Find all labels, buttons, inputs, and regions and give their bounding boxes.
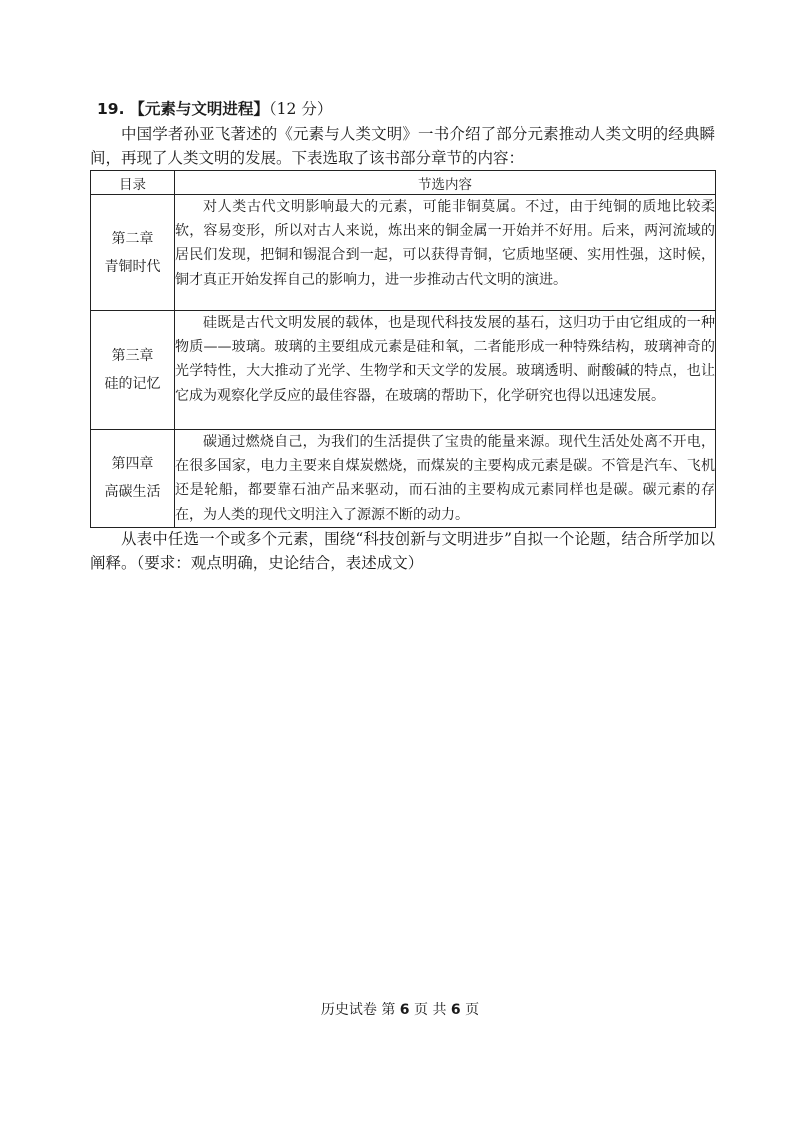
page-footer (0, 1000, 800, 1020)
chapter-cell (91, 311, 175, 430)
table-row (91, 195, 716, 311)
question-intro: 中国学者孙亚飞著述的《元素与人类文明》一书介绍了部分元素推动人类文明的经典瞬间，再现了人类文明的发展。下表选取了该书部分章节的内容： (90, 125, 715, 167)
table-row (91, 430, 716, 528)
footer-suffix: 页 (465, 1002, 480, 1018)
chapter-title: 青铜时代 (104, 258, 161, 275)
question-task: 从表中任选一个或多个元素，围绕“科技创新与文明进步”自拟一个论题，结合所学加以阐释。（要求：观点明确，史论结合，表述成文） (90, 530, 715, 572)
question-heading (97, 98, 332, 120)
footer-total-pages: 6 (450, 1002, 461, 1018)
question-topic: 【元素与文明进程】 (129, 100, 269, 118)
header-toc: 目录 (91, 171, 175, 195)
question-score: （12 分） (268, 100, 333, 118)
chapter-cell (91, 195, 175, 311)
footer-prefix: 历史试卷 第 (320, 1002, 396, 1018)
chapter-title: 高碳生活 (104, 484, 161, 501)
header-excerpt: 节选内容 (175, 171, 716, 195)
chapter-title: 硅的记忆 (104, 376, 161, 392)
excerpt-table (90, 170, 716, 528)
excerpt-cell: 碳通过燃烧自己，为我们的生活提供了宝贵的能量来源。现代生活处处离不开电，在很多国家，电力主要来自煤炭燃烧，而煤炭的主要构成元素是碳。不管是汽车、飞机还是轮船，都要靠石油产品来驱动，而石油的主要构成元素同样也是碳。碳元素的存在，为人类的现代文明注入了源源不断的动力。 (175, 430, 716, 528)
excerpt-cell: 硅既是古代文明发展的载体，也是现代科技发展的基石，这归功于由它组成的一种物质——玻璃。玻璃的主要组成元素是硅和氧，二者能形成一种特殊结构，玻璃神奇的光学特性，大大推动了光学、生物学和天文学的发展。玻璃透明、耐酸碱的特点，也让它成为观察化学反应的最佳容器，在玻璃的帮助下，化学研究也得以迅速发展。 (175, 311, 716, 430)
table-header-row (91, 171, 716, 195)
chapter-number: 第二章 (111, 230, 154, 247)
table-row (91, 311, 716, 430)
chapter-cell (91, 430, 175, 528)
chapter-number: 第三章 (111, 348, 154, 364)
footer-page-number: 6 (399, 1002, 410, 1018)
excerpt-cell: 对人类古代文明影响最大的元素，可能非铜莫属。不过，由于纯铜的质地比较柔软，容易变形，所以对古人来说，炼出来的铜金属一开始并不好用。后来，两河流域的居民们发现，把铜和锡混合到一起，可以获得青铜，它质地坚硬、实用性强，这时候，铜才真正开始发挥自己的影响力，进一步推动古代文明的演进。 (175, 195, 716, 311)
footer-middle: 页 共 (414, 1002, 447, 1018)
chapter-number: 第四章 (111, 456, 154, 473)
question-number: 19. (97, 100, 125, 118)
